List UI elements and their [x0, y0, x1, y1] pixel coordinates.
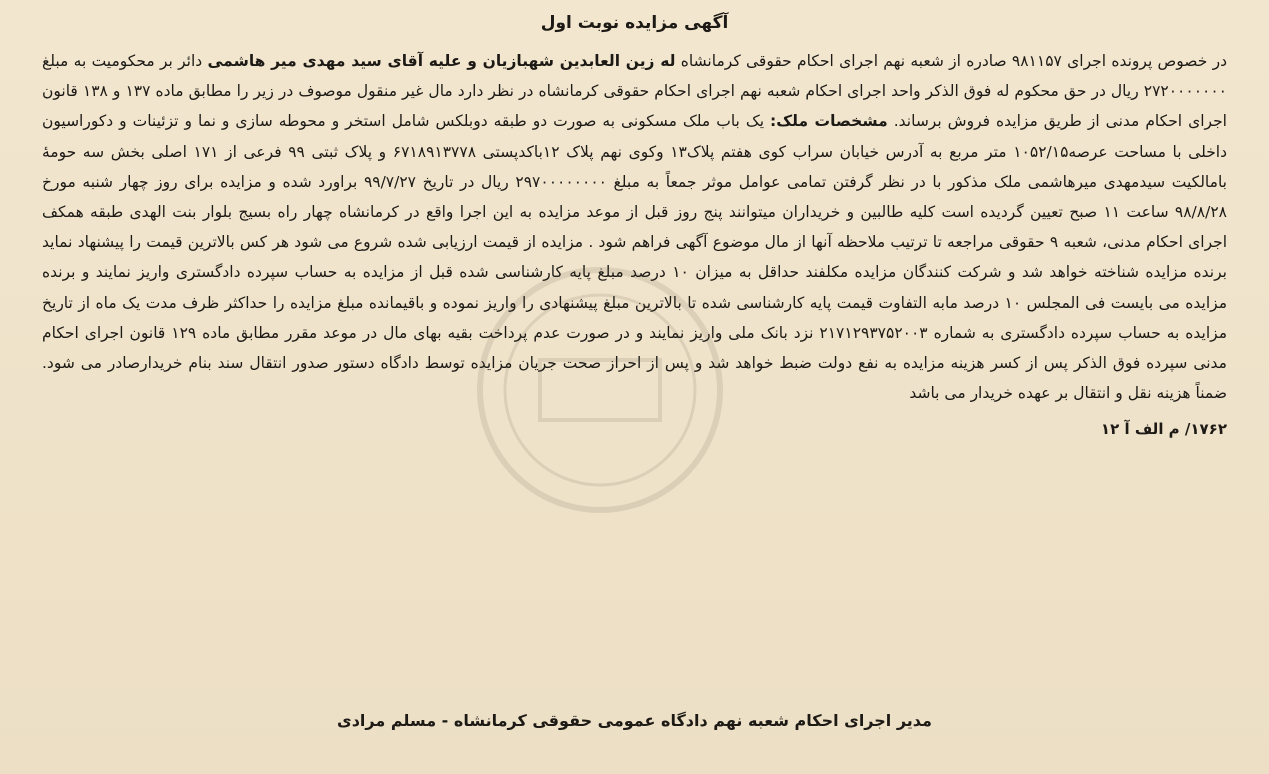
intro-rest-text: دائر بر محکومیت به مبلغ ۲۷۲۰۰۰۰۰۰۰ ریال در حق محکوم له فوق الذکر واحد اجرای احکام شعبه نهم اجرای احکام حقوقی کرمانشاه در نظر دارد مال غیر منقول موصوف در زیر را مطابق ماده ۱۳۷ و ۱۳۸ قانون اجرای احکام مدنی از طریق مزایده فروش برساند. [42, 52, 1228, 131]
property-spec-label: مشخصات ملک: [770, 112, 888, 131]
reference-number: ۱۷۶۲/ م الف آ ۱۲ [1100, 420, 1227, 439]
notice-body [42, 46, 1227, 408]
notice-title: آگهی مزایده نوبت اول [540, 13, 729, 33]
property-spec-text: یک باب ملک مسکونی به صورت دو طبقه دوبلکس شامل استخر و محوطه سازی و نما و تزئینات و دکوراسیون داخلی با مساحت عرصه۱۰۵۲/۱۵ متر مربع به آدرس خیابان سراب کوی هفتم پلاک۱۳ وکوی نهم پلاک ۱۲باکدپستی ۶۷۱۸۹۱۳۷۷۸ و پلاک ثبتی ۹۹ فرعی از ۱۷۱ اصلی بخش سه حومهٔ بامالکیت سیدمهدی میرهاشمی ملک مذکور با در نظر گرفتن تمامی عوامل موثر جمعاً به مبلغ ۲۹۷۰۰۰۰۰۰۰۰ ریال در تاریخ ۹۹/۷/۲۷ براورد شده و مزایده برای روز چهار شنبه مورخ ۹۸/۸/۲۸ ساعت ۱۱ صبح تعیین گردیده است کلیه طالبین و خریداران میتوانند پنج روز قبل از موعد مزایده به این اجرا واقع در کرمانشاه چهار راه بسیج بلوار بنت الهدی طبقه همکف اجرای احکام مدنی، شعبه ۹ حقوقی مراجعه تا ترتیب ملاحظه آنها از مال موضوع آگهی فراهم شود . مزایده از قیمت ارزیابی شده شروع می شود هر کس بالاترین قیمت را پیشنهاد نماید برنده مزایده شناخته خواهد شد و شرکت کنندگان مزایده مکلفند حداقل به میزان ۱۰ درصد مبلغ پایه کارشناسی شده قبل از مزایده به حساب سپرده دادگستری واریز نمایند و برنده مزایده می بایست فی المجلس ۱۰ درصد مابه التفاوت قیمت پایه کارشناسی شده تا بالاترین مبلغ پیشنهادی را واریز نموده و باقیمانده مبلغ مزایده را حداکثر ظرف مدت یک ماه از تاریخ مزایده به حساب سپرده دادگستری به شماره ۲۱۷۱۲۹۳۷۵۲۰۰۳ نزد بانک ملی واریز نمایند و در صورت عدم پرداخت بقیه بهای مال در موعد مقرر مطابق ماده ۱۲۹ قانون اجرای احکام مدنی سپرده فوق الذکر پس از کسر هزینه مزایده به نفع دولت ضبط خواهد شد و پس از احراز صحت جریان مزایده توسط دادگاه دستور صدور انتقال سند بنام خریدارصادر می شود. ضمناً هزینه نقل و انتقال بر عهده خریدار می باشد [42, 112, 1228, 403]
signature-line: مدیر اجرای احکام شعبه نهم دادگاه عمومی حقوقی کرمانشاه - مسلم مرادی [337, 711, 932, 730]
parties-text: له زین العابدین شهبازیان و علیه آقای سید مهدی میر هاشمی [207, 52, 676, 70]
intro-text: در خصوص پرونده اجرای ۹۸۱۱۵۷ صادره از شعبه نهم اجرای احکام حقوقی کرمانشاه [675, 52, 1228, 70]
